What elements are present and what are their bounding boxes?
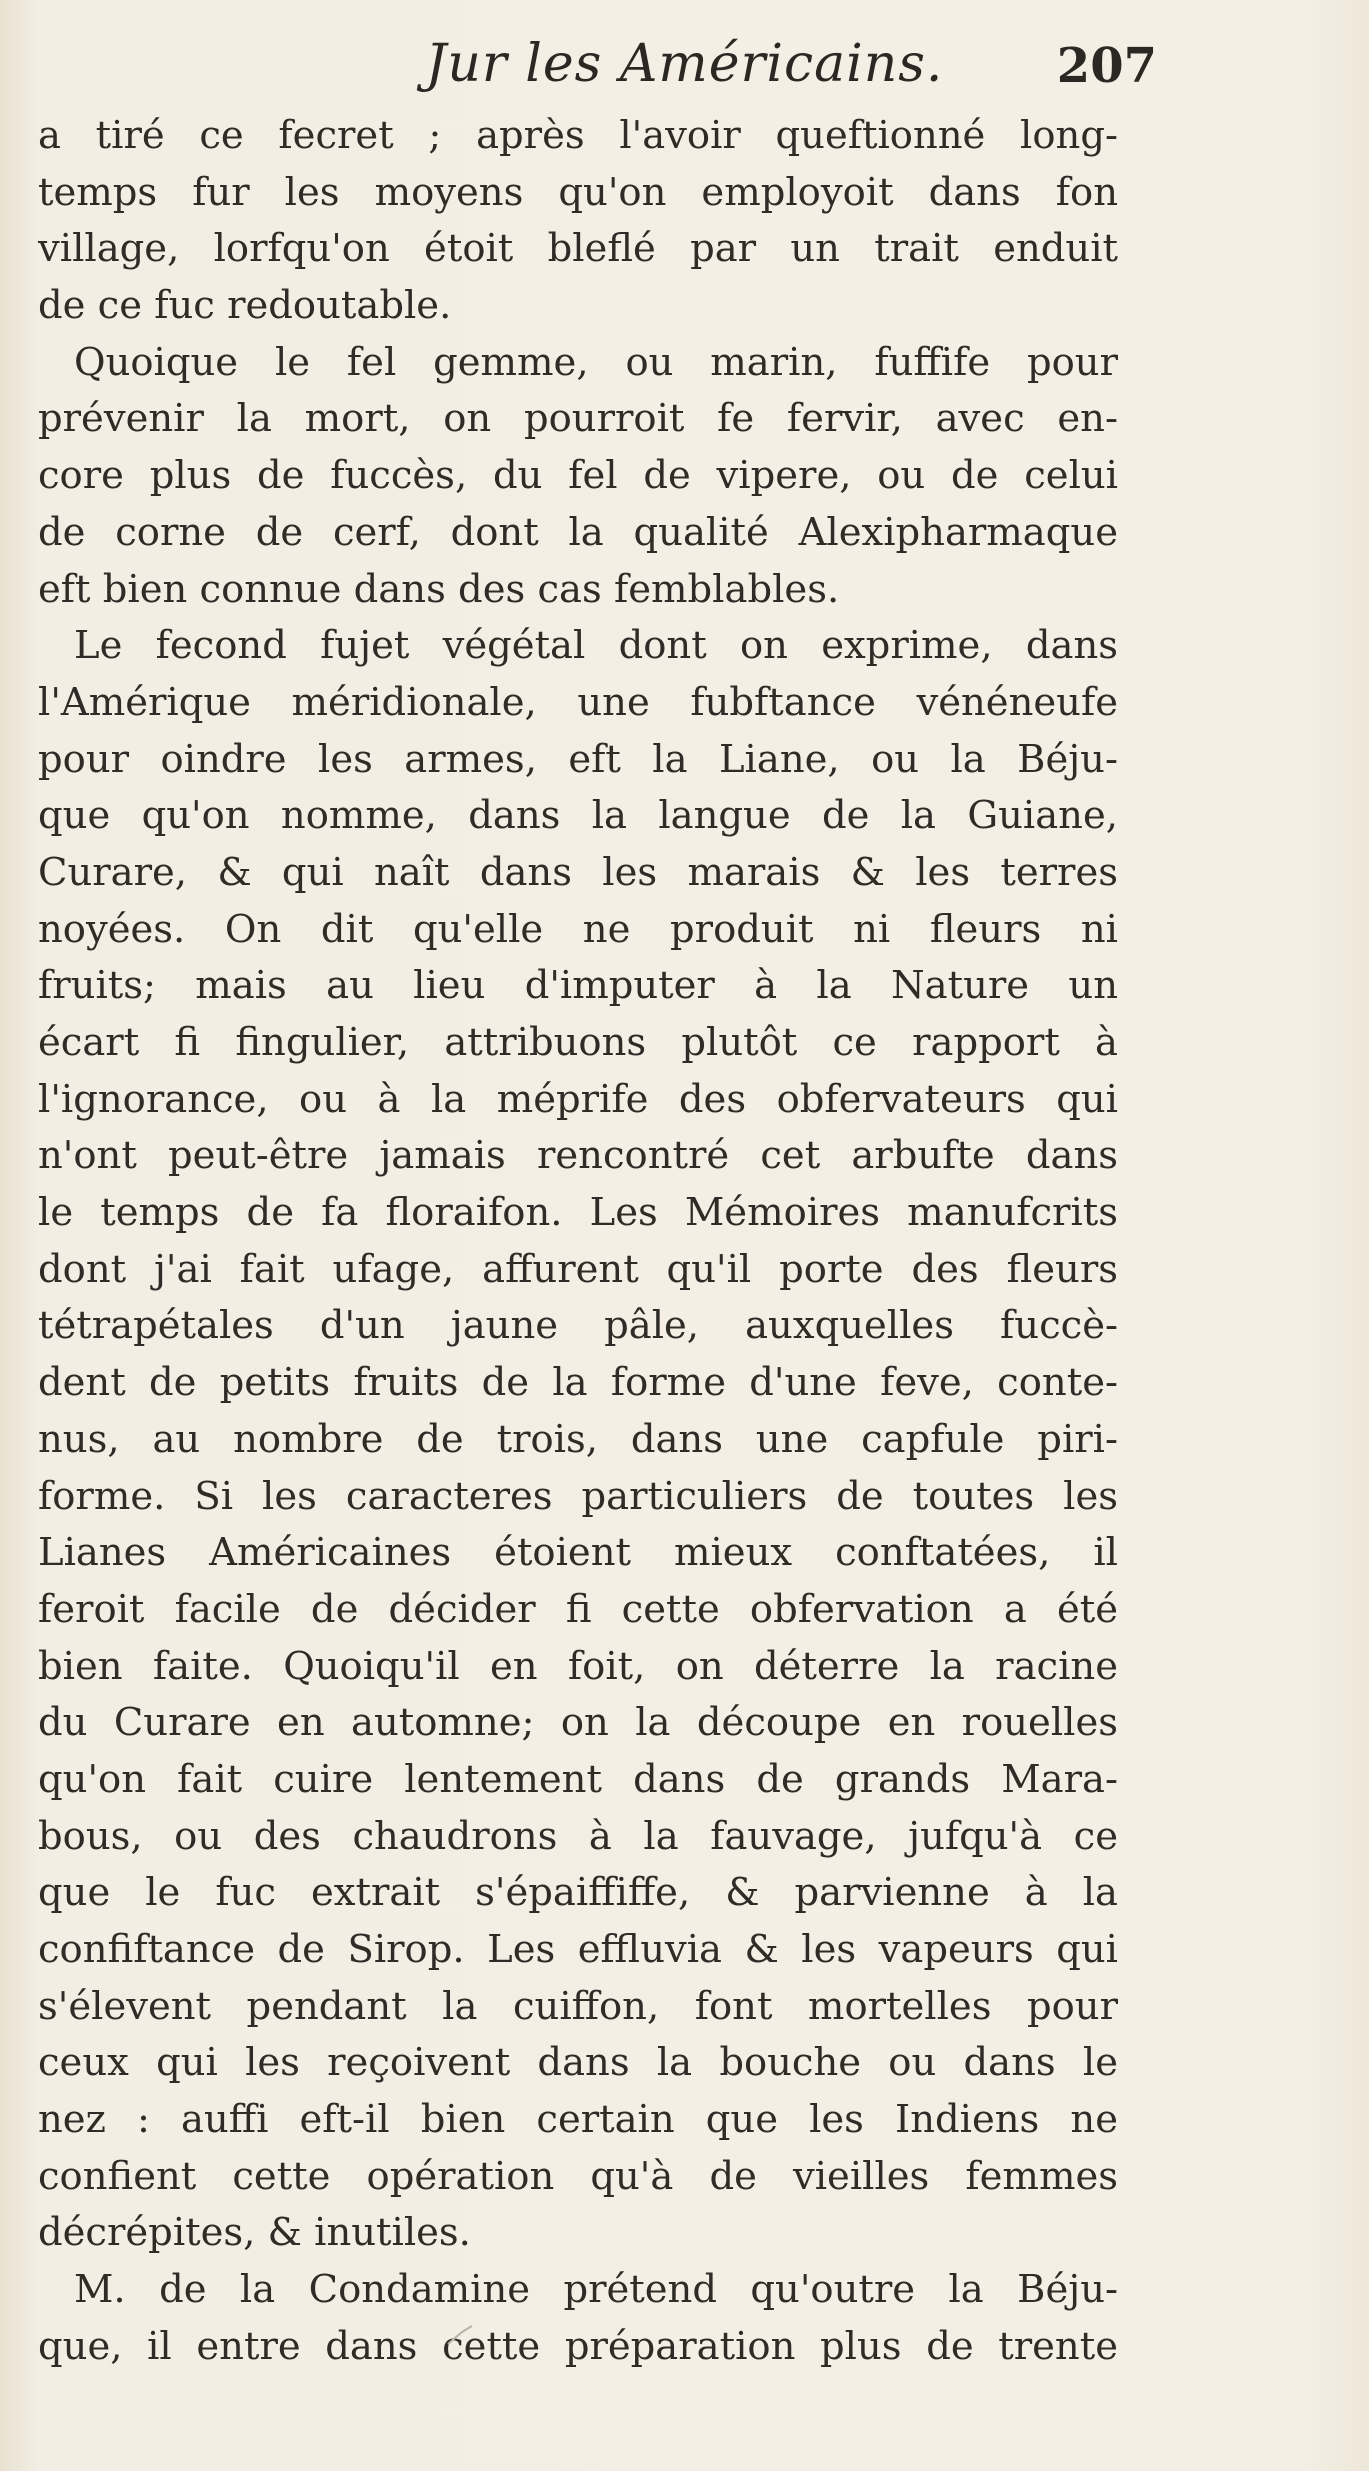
text-line: que, il entre dans cette préparation plus de trente <box>38 2323 1118 2369</box>
text-line: que qu'on nomme, dans la langue de la Guiane, <box>38 793 1118 839</box>
text-line: feroit facile de décider fi cette obfervation a été <box>38 1586 1118 1632</box>
text-line: dont j'ai fait ufage, affurent qu'il porte des fleurs <box>38 1246 1118 1292</box>
text-line: s'élevent pendant la cuiffon, font mortelles pour <box>38 1983 1118 2029</box>
text-line: le temps de fa floraifon. Les Mémoires manufcrits <box>38 1190 1118 1236</box>
text-line: prévenir la mort, on pourroit fe fervir, avec en- <box>38 396 1118 442</box>
text-line: tétrapétales d'un jaune pâle, auxquelles fuccè- <box>38 1303 1118 1349</box>
text-line: nus, au nombre de trois, dans une capfule piri- <box>38 1416 1118 1462</box>
text-line: décrépites, & inutiles. <box>38 2210 471 2256</box>
text-line: eft bien connue dans des cas femblables. <box>38 566 840 612</box>
text-line: temps fur les moyens qu'on employoit dans fon <box>38 169 1118 215</box>
text-line: confiftance de Sirop. Les effluvia & les vapeurs qui <box>38 1927 1118 1972</box>
text-line: village, lorfqu'on étoit bleflé par un trait enduit <box>38 226 1118 272</box>
text-line: dent de petits fruits de la forme d'une feve, conte- <box>38 1360 1118 1406</box>
text-line: du Curare en automne; on la découpe en rouelles <box>38 1700 1118 1746</box>
text-line: qu'on fait cuire lentement dans de grands Mara- <box>38 1756 1118 1802</box>
text-line: noyées. On dit qu'elle ne produit ni fleurs ni <box>38 906 1118 952</box>
body-text <box>38 108 1118 2376</box>
text-line: Le fecond fujet végétal dont on exprime, dans <box>74 623 1118 669</box>
text-line: bous, ou des chaudrons à la fauvage, jufqu'à ce <box>38 1813 1118 1859</box>
text-line: Lianes Américaines étoient mieux conftatées, il <box>38 1530 1118 1576</box>
text-line: M. de la Condamine prétend qu'outre la Béju- <box>74 2267 1118 2313</box>
text-line: fruits; mais au lieu d'imputer à la Nature un <box>38 963 1118 1009</box>
text-line: Curare, & qui naît dans les marais & les terres <box>38 849 1118 895</box>
ink-speck-mark <box>442 2310 482 2350</box>
page-header <box>0 34 1369 114</box>
text-line: de corne de cerf, dont la qualité Alexipharmaque <box>38 509 1118 555</box>
text-line: ceux qui les reçoivent dans la bouche ou dans le <box>38 2040 1118 2086</box>
text-line: Quoique le fel gemme, ou marin, fuffife pour <box>74 339 1118 385</box>
text-line: bien faite. Quoiqu'il en foit, on déterre la racine <box>38 1643 1118 1689</box>
text-line: l'ignorance, ou à la méprife des obfervateurs qui <box>38 1076 1118 1122</box>
page-number: 207 <box>1056 38 1157 94</box>
running-title: Jur les Américains. <box>425 34 944 94</box>
text-line: l'Amérique méridionale, une fubftance vénéneufe <box>38 679 1118 725</box>
text-line: pour oindre les armes, eft la Liane, ou la Béju- <box>38 736 1118 782</box>
text-line: forme. Si les caracteres particuliers de toutes les <box>38 1473 1118 1519</box>
text-line: de ce fuc redoutable. <box>38 283 452 329</box>
text-line: nez : auffi eft-il bien certain que les Indiens ne <box>38 2097 1118 2143</box>
text-line: core plus de fuccès, du fel de vipere, ou de celui <box>38 453 1118 499</box>
text-line: n'ont peut-être jamais rencontré cet arbufte dans <box>38 1133 1118 1179</box>
text-line: écart fi fingulier, attribuons plutôt ce rapport à <box>38 1020 1118 1065</box>
text-line: a tiré ce fecret ; après l'avoir queftionné long- <box>38 113 1118 158</box>
text-line: que le fuc extrait s'épaiffiffe, & parvienne à la <box>38 1870 1118 1916</box>
text-line: confient cette opération qu'à de vieilles femmes <box>38 2153 1118 2199</box>
